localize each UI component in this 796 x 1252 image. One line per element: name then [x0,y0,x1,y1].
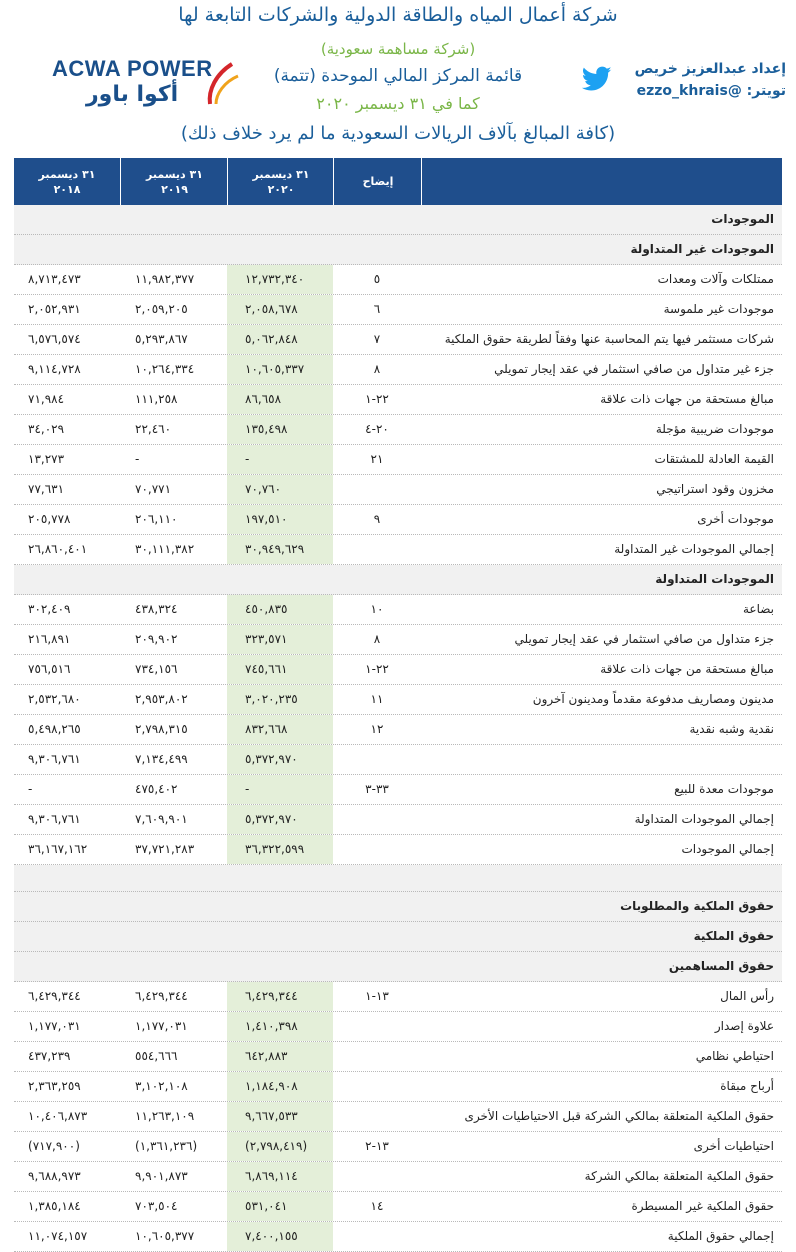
row-note: ١١ [370,692,384,706]
row-label: الموجودات [711,212,774,226]
value-text: ٣,١٠٢,١٠٨ [135,1079,188,1093]
value-text: ٥٥٤,٦٦٦ [135,1049,178,1063]
value-2018 [14,1132,120,1161]
value-2020 [227,1162,333,1191]
value-2019 [121,835,227,864]
value-2019 [121,385,227,414]
row-note [334,745,420,774]
table-header [14,158,782,205]
row-label: حقوق المساهمين [668,959,774,973]
section-row [14,892,782,922]
row-note [334,1042,420,1071]
value-text: ٣٦,٣٢٢,٥٩٩ [245,842,305,856]
value-2018 [14,1072,120,1101]
value-2018 [14,475,120,504]
value-2020 [227,445,333,474]
value-2019 [121,595,227,624]
value-text: ٢٢,٤٦٠ [135,422,172,436]
company-title: شركة أعمال المياه والطاقة الدولية والشركات التابعة لها [178,4,618,26]
row-label: إجمالي الموجودات المتداولة [634,812,774,826]
value-text: ٥,٠٦٢,٨٤٨ [245,332,298,346]
table-row [14,775,782,805]
table-row [14,1102,782,1132]
value-text: ٧٣٤,١٥٦ [135,662,178,676]
value-2019 [121,775,227,804]
value-text: ٨٣٢,٦٦٨ [245,722,288,736]
value-text: ٣٦,١٦٧,١٦٢ [28,842,88,856]
value-text: ٢,٠٥٨,٦٧٨ [245,302,298,316]
row-label: احتياطيات أخرى [693,1139,774,1153]
row-label: موجودات معدة للبيع [674,782,774,796]
value-2020 [227,685,333,714]
row-label: موجودات أخرى [697,512,774,526]
table-row [14,715,782,745]
table-row [14,745,782,775]
row-label: مخزون وقود استراتيجي [656,482,774,496]
table-row [14,325,782,355]
row-note [334,1162,420,1191]
value-text: ٣٠٢,٤٠٩ [28,602,71,616]
value-text: ٩,٦٨٨,٩٧٣ [28,1169,81,1183]
row-note: ١٠ [370,602,384,616]
value-text: ١٠,٦٠٥,٣٧٧ [135,1229,195,1243]
row-note: ٢١ [370,452,384,466]
value-2018 [14,982,120,1011]
value-text: ١١,٠٧٤,١٥٧ [28,1229,88,1243]
table-row [14,1192,782,1222]
row-label: حقوق الملكية المتعلقة بمالكي الشركة [584,1169,774,1183]
value-text: ٧,٦٠٩,٩٠١ [135,812,188,826]
table-row [14,265,782,295]
table-row [14,595,782,625]
row-note: ٦ [373,302,381,316]
row-label: احتياطي نظامي [695,1049,774,1063]
value-2019 [121,625,227,654]
value-text: ٢٠٥,٧٧٨ [28,512,71,526]
value-2020 [227,1042,333,1071]
value-2019 [121,505,227,534]
value-text: ٨,٧١٣,٤٧٣ [28,272,81,286]
value-text: ٤٧٥,٤٠٢ [135,782,178,796]
col-2020-line1: ٣١ ديسمبر [252,167,310,181]
table-row [14,655,782,685]
value-2019 [121,475,227,504]
value-text: ١,١٨٤,٩٠٨ [245,1079,298,1093]
currency-note: (كافة المبالغ بآلاف الريالات السعودية ما لم يرد خلاف ذلك) [180,123,616,144]
value-2020 [227,385,333,414]
value-2018 [14,1042,120,1071]
value-2018 [14,535,120,564]
value-2018 [14,775,120,804]
value-text: ٩,١١٤,٧٢٨ [28,362,81,376]
value-2018 [14,595,120,624]
value-2018 [14,715,120,744]
table-row [14,505,782,535]
row-label: موجودات غير ملموسة [663,302,774,316]
value-text: ٢٦,٨٦٠,٤٠١ [28,542,88,556]
row-label: بضاعة [743,602,774,616]
value-2019 [121,445,227,474]
value-2018 [14,265,120,294]
value-2018 [14,415,120,444]
table-row [14,415,782,445]
row-note: ٨ [373,362,381,376]
value-2020 [227,1012,333,1041]
value-2018 [14,685,120,714]
col-2019-line2: ٢٠١٩ [161,182,188,196]
row-label: حقوق الملكية [693,929,774,943]
value-2019 [121,715,227,744]
value-text: ٢,٥٣٢,٦٨٠ [28,692,81,706]
row-label: الموجودات المتداولة [655,572,774,586]
value-2019 [121,415,227,444]
table-row [14,1132,782,1162]
row-label: جزء متداول من صافي استثمار في عقد إيجار تمويلي [514,632,774,646]
value-2020 [227,1192,333,1221]
value-2018 [14,745,120,774]
table-row [14,835,782,865]
value-text: ٥,٤٩٨,٢٦٥ [28,722,81,736]
value-text: ١٠,٦٠٥,٣٣٧ [245,362,305,376]
author-credits [590,58,786,106]
value-text: ٧٠,٧٦٠ [245,482,282,496]
value-text: ٣٢٣,٥٧١ [245,632,288,646]
row-label: حقوق الملكية غير المسيطرة [631,1199,774,1213]
section-row [14,952,782,982]
value-text: ٧٧,٦٣١ [28,482,65,496]
value-text: ٤٣٧,٢٣٩ [28,1049,71,1063]
value-text: ١٣٥,٤٩٨ [245,422,288,436]
value-text: ٣,٠٢٠,٢٣٥ [245,692,298,706]
value-2020 [227,835,333,864]
section-spacer [14,865,782,892]
table-row [14,805,782,835]
value-2020 [227,745,333,774]
value-text: ٢,٩٥٣,٨٠٢ [135,692,188,706]
value-2019 [121,1012,227,1041]
value-text: ٤٣٨,٣٢٤ [135,602,178,616]
value-text: ٤٥٠,٨٣٥ [245,602,288,616]
value-text: ٥٣١,٠٤١ [245,1199,288,1213]
value-2019 [121,805,227,834]
acwa-power-logo [52,56,242,114]
table-row [14,685,782,715]
row-note: ١٣-١ [365,989,389,1003]
value-text: ٩,٣٠٦,٧٦١ [28,752,81,766]
value-2020 [227,1222,333,1251]
report-header [0,0,796,158]
table-row [14,1042,782,1072]
value-2020 [227,325,333,354]
value-2020 [227,505,333,534]
value-2019 [121,1042,227,1071]
row-note [334,1222,420,1251]
value-2020 [227,595,333,624]
section-row [14,205,782,235]
value-text: ٣٠,٩٤٩,٦٢٩ [245,542,305,556]
row-label: إجمالي الموجودات غير المتداولة [614,542,774,556]
row-note: ٧ [373,332,381,346]
value-text: ١٠,٤٠٦,٨٧٣ [28,1109,88,1123]
col-label [421,158,783,205]
balance-sheet-table [14,158,782,1252]
value-2020 [227,655,333,684]
value-text: ١,٤١٠,٣٩٨ [245,1019,298,1033]
value-text: ٥,٢٩٣,٨٦٧ [135,332,188,346]
value-text: ٥,٣٧٢,٩٧٠ [245,812,298,826]
row-note [334,475,420,504]
value-text: ٧,٤٠٠,١٥٥ [245,1229,298,1243]
col-2018-line2: ٢٠١٨ [53,182,81,196]
row-label: رأس المال [720,989,774,1003]
row-label: إجمالي حقوق الملكية [667,1229,774,1243]
table-row [14,475,782,505]
value-2019 [121,265,227,294]
row-note [334,1102,420,1131]
row-label: جزء غير متداول من صافي استثمار في عقد إيجار تمويلي [494,362,774,376]
value-text: ٩,٦٦٧,٥٣٣ [245,1109,298,1123]
value-2020 [227,1072,333,1101]
value-text: ٣٧,٧٢١,٢٨٣ [135,842,195,856]
col-2019-line1: ٣١ ديسمبر [146,167,203,181]
value-text: - [28,782,33,796]
row-label: إجمالي الموجودات [681,842,774,856]
row-note: ٣٣-٣ [365,782,389,796]
row-note: ١٤ [370,1199,384,1213]
value-text: - [135,452,140,466]
value-text: ١١١,٢٥٨ [135,392,178,406]
value-2020 [227,715,333,744]
logo-arabic: أكوا باور [86,82,179,107]
row-label: مبالغ مستحقة من جهات ذات علاقة [600,392,774,406]
value-text: ١١,٩٨٢,٣٧٧ [135,272,195,286]
row-label: مدينون ومصاريف مدفوعة مقدماً ومدينون آخرون [532,692,774,706]
value-2018 [14,835,120,864]
row-label: مبالغ مستحقة من جهات ذات علاقة [600,662,774,676]
table-row [14,295,782,325]
col-2020-line2: ٢٠٢٠ [267,182,295,196]
section-row [14,235,782,265]
table-row [14,535,782,565]
col-note-label: إيضاح [362,175,394,188]
value-text: ١,١٧٧,٠٣١ [135,1019,188,1033]
value-2018 [14,445,120,474]
twitter-icon [582,66,612,92]
value-2018 [14,1012,120,1041]
col-2020 [227,158,334,205]
value-text: ٢١٦,٨٩١ [28,632,71,646]
value-2018 [14,1192,120,1221]
row-note [334,805,420,834]
value-2018 [14,625,120,654]
value-2018 [14,805,120,834]
row-note: ٩ [373,512,381,526]
value-text: (٧١٧,٩٠٠) [28,1139,80,1153]
value-text: ٩,٩٠١,٨٧٣ [135,1169,188,1183]
table-row [14,1072,782,1102]
logo-swoosh-icon [202,60,242,108]
section-row [14,565,782,595]
value-2020 [227,475,333,504]
value-text: (٢,٧٩٨,٤١٩) [245,1139,308,1153]
section-row [14,922,782,952]
col-2018 [14,158,120,205]
value-2018 [14,1162,120,1191]
row-label: ممتلكات وآلات ومعدات [657,272,774,286]
table-row [14,1012,782,1042]
value-text: ٣٤,٠٢٩ [28,422,65,436]
value-text: ٦,٥٧٦,٥٧٤ [28,332,81,346]
row-note: ٥ [373,272,381,286]
value-2019 [121,535,227,564]
value-2019 [121,982,227,1011]
value-2018 [14,1102,120,1131]
row-label: الموجودات غير المتداولة [630,242,774,256]
col-note [333,158,422,205]
value-text: ٧٥٦,٥١٦ [28,662,71,676]
statement-title: قائمة المركز المالي الموحدة (تتمة) [273,66,523,86]
value-2018 [14,295,120,324]
value-2019 [121,1072,227,1101]
value-text: ٢,٠٥٩,٢٠٥ [135,302,188,316]
value-text: - [245,782,250,796]
value-text: ٧٠,٧٧١ [135,482,172,496]
value-text: ٦,٤٢٩,٣٤٤ [245,989,298,1003]
row-label: أرباح مبقاة [720,1079,774,1093]
value-text: ٧٠٣,٥٠٤ [135,1199,178,1213]
value-text: ٢٠٩,٩٠٢ [135,632,178,646]
table-row [14,355,782,385]
row-label: القيمة العادلة للمشتقات [654,452,774,466]
value-text: ١,١٧٧,٠٣١ [28,1019,81,1033]
row-note: ١٣-٢ [365,1139,389,1153]
value-2019 [121,355,227,384]
row-label: علاوة إصدار [714,1019,774,1033]
table-row [14,1162,782,1192]
value-text: ٣٠,١١١,٣٨٢ [135,542,195,556]
value-2019 [121,745,227,774]
value-2019 [121,295,227,324]
value-2020 [227,982,333,1011]
value-2018 [14,385,120,414]
value-2019 [121,1222,227,1251]
table-row [14,1222,782,1252]
value-text: ٦,٨٦٩,١١٤ [245,1169,298,1183]
value-text: ٦,٤٢٩,٣٤٤ [135,989,188,1003]
value-text: ١١,٢٦٣,١٠٩ [135,1109,195,1123]
value-2020 [227,1102,333,1131]
table-body [14,205,782,1252]
table-row [14,625,782,655]
value-text: ١٣,٢٧٣ [28,452,65,466]
value-2018 [14,1222,120,1251]
value-2018 [14,505,120,534]
value-2019 [121,1132,227,1161]
row-note: ١٢ [370,722,384,736]
value-2019 [121,655,227,684]
row-note: ٢٠-٤ [365,422,389,436]
row-label: حقوق الملكية المتعلقة بمالكي الشركة قبل الاحتياطيات الأخرى [464,1109,774,1123]
table-row [14,982,782,1012]
value-2020 [227,415,333,444]
value-2020 [227,1132,333,1161]
value-2020 [227,805,333,834]
row-label: حقوق الملكية والمطلوبات [620,899,774,913]
table-row [14,385,782,415]
row-label: شركات مستثمر فيها يتم المحاسبة عنها وفقاً لطريقة حقوق الملكية [444,332,774,346]
value-2018 [14,655,120,684]
row-note [334,1012,420,1041]
row-note [334,535,420,564]
value-text: ١,٣٨٥,١٨٤ [28,1199,81,1213]
col-2019 [120,158,228,205]
company-type: (شركة مساهمة سعودية) [320,40,476,58]
value-2020 [227,775,333,804]
value-text: (١,٣٦١,٢٣٦) [135,1139,198,1153]
col-2018-line1: ٣١ ديسمبر [38,167,96,181]
value-2019 [121,325,227,354]
value-2019 [121,1192,227,1221]
row-note: ٢٢-١ [365,662,389,676]
value-2020 [227,625,333,654]
value-text: - [245,452,250,466]
row-note [334,835,420,864]
value-text: ٦,٤٢٩,٣٤٤ [28,989,81,1003]
value-2019 [121,1162,227,1191]
value-text: ٥,٣٧٢,٩٧٠ [245,752,298,766]
value-text: ٨٦,٦٥٨ [245,392,282,406]
value-2019 [121,1102,227,1131]
value-text: ٢,٣٦٣,٢٥٩ [28,1079,81,1093]
row-note [334,1072,420,1101]
value-2018 [14,325,120,354]
value-text: ٩,٣٠٦,٧٦١ [28,812,81,826]
value-text: ٢,٠٥٢,٩٣١ [28,302,81,316]
value-text: ٧١,٩٨٤ [28,392,65,406]
value-text: ٢٠٦,١١٠ [135,512,178,526]
value-2019 [121,685,227,714]
author-name: إعداد عبدالعزيز خريص [634,61,786,77]
value-text: ٦٤٢,٨٨٣ [245,1049,288,1063]
table-row [14,445,782,475]
value-2020 [227,535,333,564]
value-text: ٧٤٥,٦٦١ [245,662,288,676]
value-text: ١٩٧,٥١٠ [245,512,288,526]
row-note: ٢٢-١ [365,392,389,406]
value-text: ١٢,٧٣٢,٣٤٠ [245,272,305,286]
logo-english: ACWA POWER [52,56,213,81]
twitter-handle[interactable]: تويتر: @ezzo_khrais [636,83,786,99]
row-label: نقدية وشبه نقدية [689,722,774,736]
statement-date: كما في ٣١ ديسمبر ٢٠٢٠ [316,94,480,113]
row-label: موجودات ضريبية مؤجلة [655,422,774,436]
value-2020 [227,295,333,324]
value-text: ٧,١٣٤,٤٩٩ [135,752,188,766]
value-2020 [227,265,333,294]
value-text: ٢,٧٩٨,٣١٥ [135,722,188,736]
value-2018 [14,355,120,384]
value-text: ١٠,٢٦٤,٣٣٤ [135,362,195,376]
row-note: ٨ [373,632,381,646]
value-2020 [227,355,333,384]
